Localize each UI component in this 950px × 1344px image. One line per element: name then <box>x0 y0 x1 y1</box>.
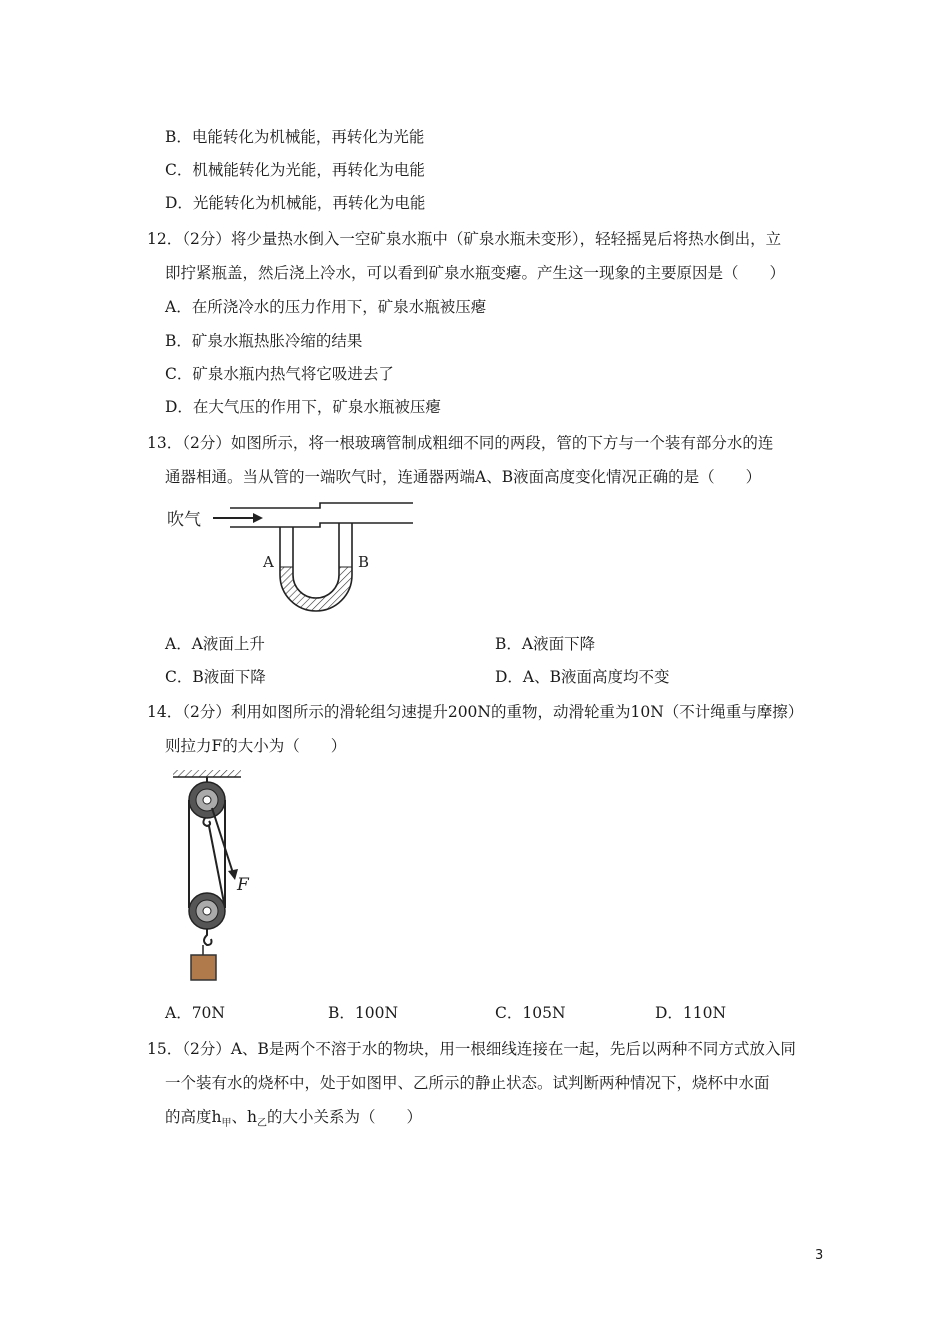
q13-label-a: A <box>263 553 274 571</box>
q13-option-a: A．A液面上升 <box>165 635 265 653</box>
page-number: 3 <box>815 1248 824 1263</box>
q15-text-a: 的高度h <box>165 1108 222 1126</box>
q15-subscript-jia: 甲 <box>221 1118 232 1130</box>
q13-blow-label: 吹气 <box>167 510 201 530</box>
q13-option-c: C．B液面下降 <box>165 668 266 686</box>
q12-option-a: A．在所浇冷水的压力作用下，矿泉水瓶被压瘪 <box>165 298 487 316</box>
q13-stem-line1: 13．（2分）如图所示，将一根玻璃管制成粗细不同的两段，管的下方与一个装有部分水的连 <box>147 434 774 452</box>
q15-subscript-yi: 乙 <box>256 1118 267 1130</box>
q14-pulley-figure <box>165 768 275 983</box>
q11-option-b: B．电能转化为机械能，再转化为光能 <box>165 128 425 146</box>
q13-option-d: D．A、B液面高度均不变 <box>495 668 670 686</box>
q13-label-b: B <box>358 553 370 571</box>
q14-stem-line1: 14．（2分）利用如图所示的滑轮组匀速提升200N的重物，动滑轮重为10N（不计绳重与摩擦） <box>147 703 804 721</box>
q15-stem-line3 <box>165 1107 422 1134</box>
q14-stem-line2: 则拉力F的大小为（ ） <box>165 737 347 755</box>
q15-stem-line2: 一个装有水的烧杯中，处于如图甲、乙所示的静止状态。试判断两种情况下，烧杯中水面 <box>165 1074 770 1092</box>
ceiling <box>173 770 241 777</box>
q11-option-d: D．光能转化为机械能，再转化为电能 <box>165 194 426 212</box>
arrow-right-icon <box>213 513 263 523</box>
fixed-pulley <box>189 782 225 818</box>
q13-stem-line2: 通器相通。当从管的一端吹气时，连通器两端A、B液面高度变化情况正确的是（ ） <box>165 468 762 486</box>
q14-option-d: D．110N <box>655 1004 727 1022</box>
q14-option-a: A．70N <box>165 1004 225 1022</box>
movable-pulley <box>189 893 225 929</box>
water-in-u-tube <box>280 567 352 611</box>
q11-option-c: C．机械能转化为光能，再转化为电能 <box>165 161 425 179</box>
q12-option-d: D．在大气压的作用下，矿泉水瓶被压瘪 <box>165 398 441 416</box>
q12-stem-line2: 即拧紧瓶盖，然后浇上冷水，可以看到矿泉水瓶变瘪。产生这一现象的主要原因是（ ） <box>165 264 786 282</box>
q14-force-label: F <box>237 875 249 895</box>
q12-stem-line1: 12．（2分）将少量热水倒入一空矿泉水瓶中（矿泉水瓶未变形），轻轻摇晃后将热水倒出，立 <box>147 230 782 248</box>
q12-option-c: C．矿泉水瓶内热气将它吸进去了 <box>165 365 394 383</box>
q14-option-b: B．100N <box>328 1004 399 1022</box>
q14-option-c: C．105N <box>495 1004 566 1022</box>
q12-option-b: B．矿泉水瓶热胀冷缩的结果 <box>165 332 363 350</box>
q13-tube-figure <box>165 495 425 625</box>
weight-block <box>191 955 216 980</box>
q15-text-b: 、h <box>231 1108 257 1126</box>
q15-stem-line1: 15．（2分）A、B是两个不溶于水的物块，用一根细线连接在一起，先后以两种不同方式放入同 <box>147 1040 796 1058</box>
q13-option-b: B．A液面下降 <box>495 635 596 653</box>
q15-text-c: 的大小关系为（ ） <box>266 1108 422 1126</box>
